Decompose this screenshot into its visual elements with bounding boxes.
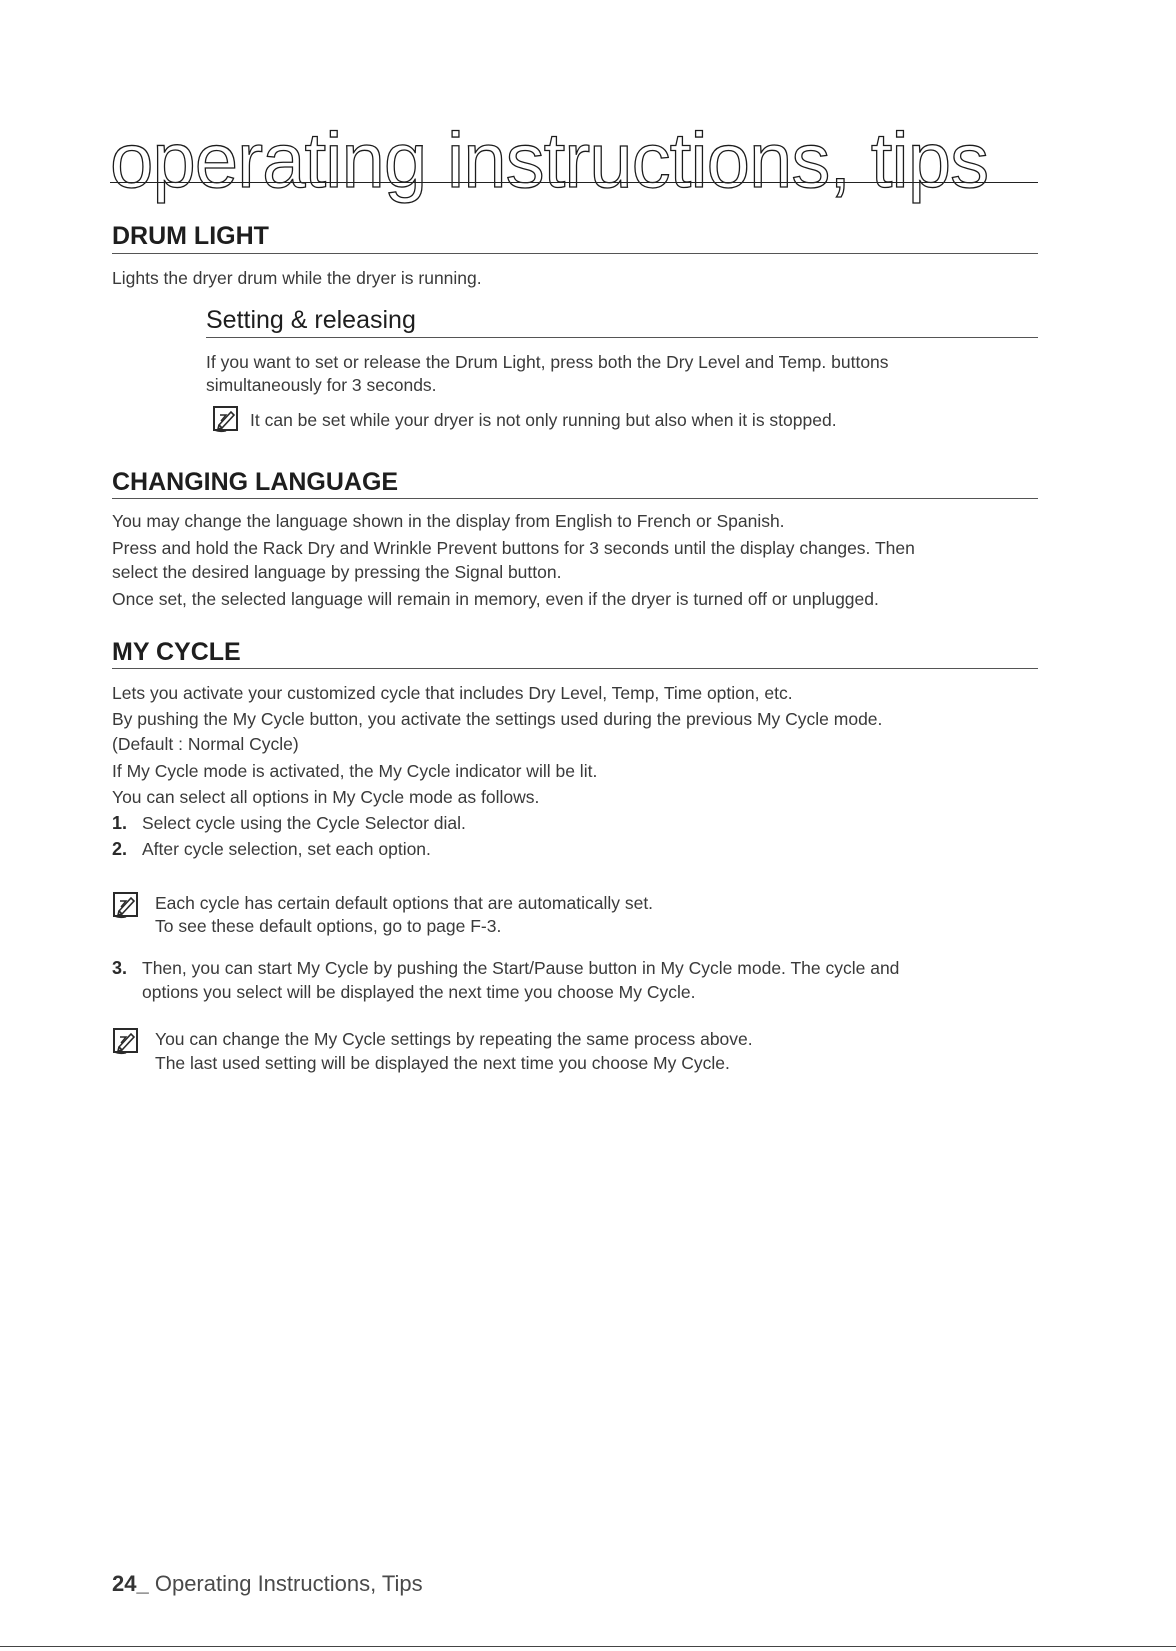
- setting-text-line2: simultaneously for 3 seconds.: [206, 375, 437, 395]
- section-heading-my-cycle: MY CYCLE: [112, 638, 241, 666]
- my-cycle-line2: By pushing the My Cycle button, you activate the settings used during the previous My Cycle mode.: [112, 709, 883, 729]
- sub-rule-setting-releasing: [206, 337, 1038, 338]
- step-number: 3.: [112, 958, 128, 978]
- page-bottom-rule: [0, 1646, 1176, 1647]
- title-rule: [110, 182, 1038, 183]
- setting-text-line1: If you want to set or release the Drum Light, press both the Dry Level and Temp. buttons: [206, 352, 889, 372]
- language-line3: select the desired language by pressing the Signal button.: [112, 562, 562, 582]
- my-cycle-note2-line2: The last used setting will be displayed the next time you choose My Cycle.: [155, 1053, 730, 1073]
- note-icon: [112, 891, 140, 919]
- language-line4: Once set, the selected language will remain in memory, even if the dryer is turned off or unplugged.: [112, 589, 879, 609]
- my-cycle-note1-line2: To see these default options, go to page F-3.: [155, 916, 502, 936]
- step-text: Then, you can start My Cycle by pushing the Start/Pause button in My Cycle mode. The cycle and: [142, 958, 900, 978]
- note-icon: [112, 1027, 140, 1055]
- my-cycle-line1: Lets you activate your customized cycle that includes Dry Level, Temp, Time option, etc.: [112, 683, 793, 703]
- step-text: Select cycle using the Cycle Selector dial.: [142, 813, 466, 833]
- my-cycle-line5: You can select all options in My Cycle mode as follows.: [112, 787, 540, 807]
- step-number: 2.: [112, 839, 128, 859]
- my-cycle-note1-line1: Each cycle has certain default options that are automatically set.: [155, 893, 654, 913]
- sub-heading-setting-releasing: Setting & releasing: [206, 306, 416, 334]
- page-footer: [112, 1570, 423, 1598]
- language-line2: Press and hold the Rack Dry and Wrinkle Prevent buttons for 3 seconds until the display changes. Then: [112, 538, 915, 558]
- footer-label: Operating Instructions, Tips: [154, 1571, 423, 1596]
- my-cycle-line3: (Default : Normal Cycle): [112, 734, 299, 754]
- language-line1: You may change the language shown in the display from English to French or Spanish.: [112, 511, 785, 531]
- page-title: operating instructions, tips: [110, 116, 989, 204]
- section-rule-my-cycle: [112, 668, 1038, 669]
- my-cycle-note2-line1: You can change the My Cycle settings by repeating the same process above.: [155, 1029, 753, 1049]
- section-rule-changing-language: [112, 498, 1038, 499]
- step-text-cont: options you select will be displayed the next time you choose My Cycle.: [142, 982, 696, 1002]
- page-number: 24_: [112, 1571, 149, 1596]
- my-cycle-line4: If My Cycle mode is activated, the My Cycle indicator will be lit.: [112, 761, 598, 781]
- section-heading-changing-language: CHANGING LANGUAGE: [112, 468, 399, 496]
- section-heading-drum-light: DRUM LIGHT: [112, 222, 269, 250]
- step-text: After cycle selection, set each option.: [142, 839, 431, 859]
- drum-light-intro: Lights the dryer drum while the dryer is running.: [112, 268, 482, 288]
- section-rule-drum-light: [112, 253, 1038, 254]
- drum-light-note: It can be set while your dryer is not only running but also when it is stopped.: [250, 410, 837, 430]
- note-icon: [212, 405, 240, 433]
- step-number: 1.: [112, 813, 128, 833]
